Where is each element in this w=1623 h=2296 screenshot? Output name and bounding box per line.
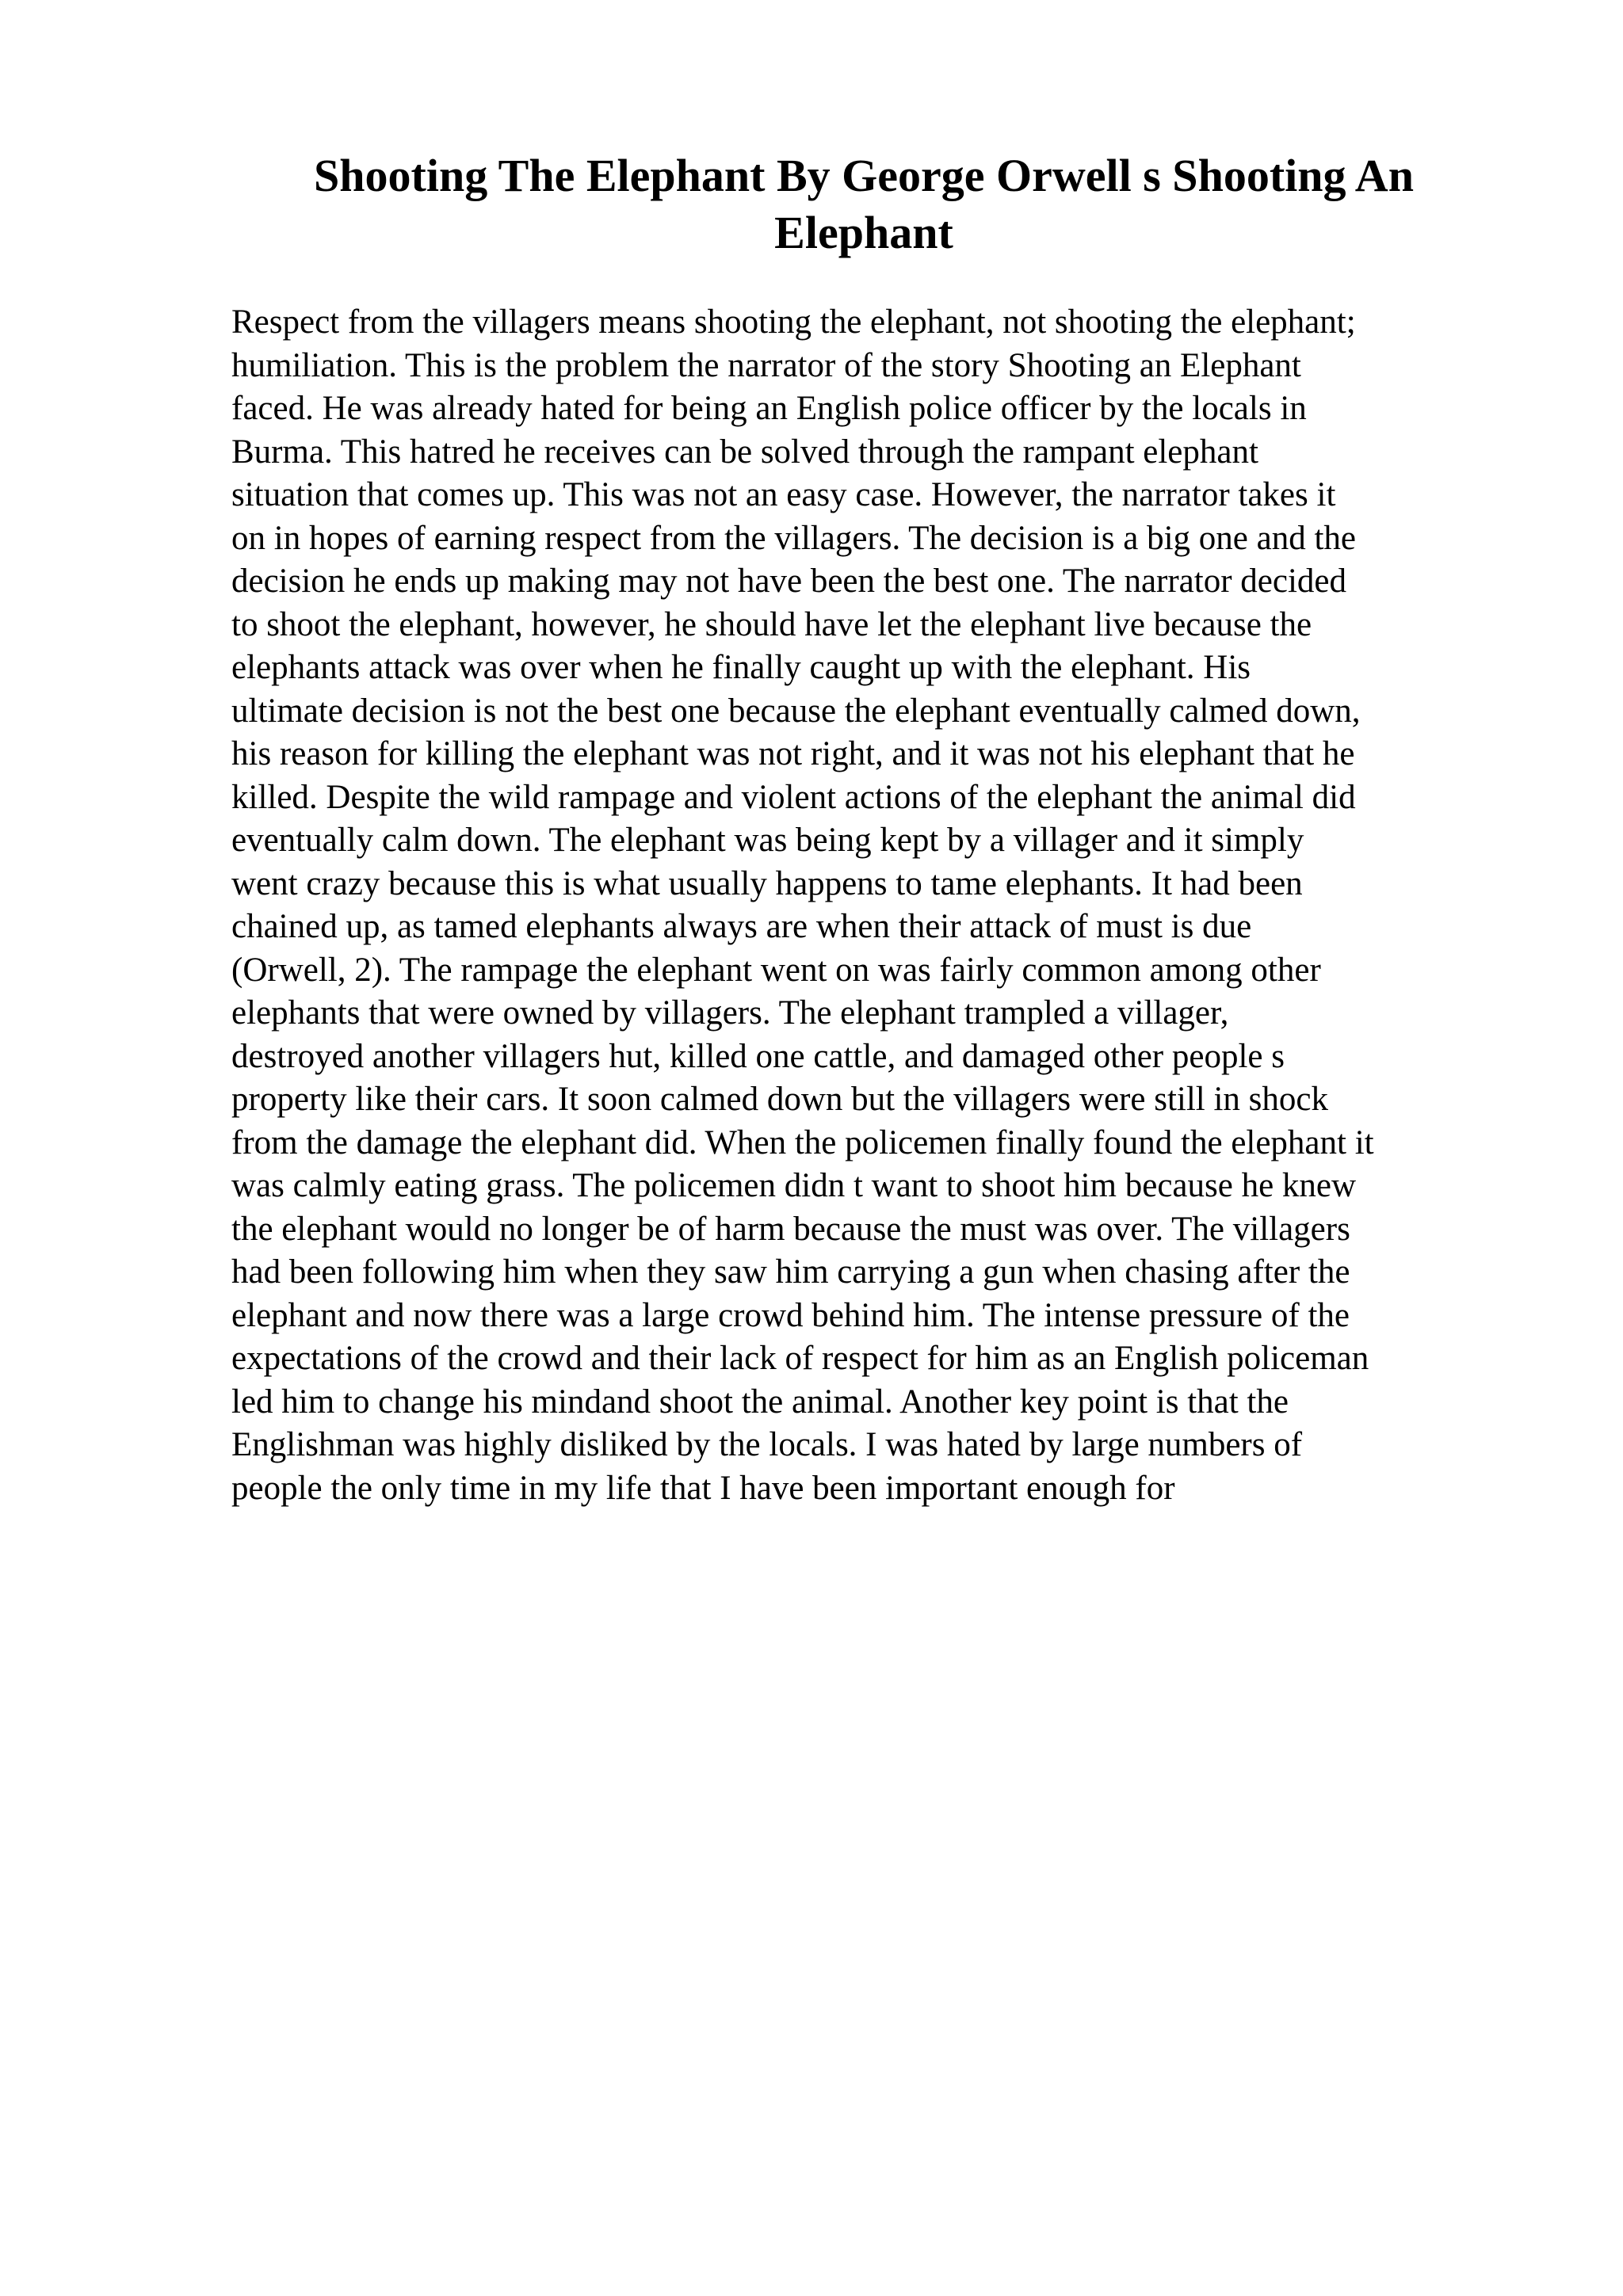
body-line: killed. Despite the wild rampage and violent actions of the elephant the animal did bbox=[231, 778, 1356, 816]
body-line: (Orwell, 2). The rampage the elephant went on was fairly common among other bbox=[231, 951, 1321, 989]
body-line: went crazy because this is what usually happens to tame elephants. It had been bbox=[231, 864, 1303, 902]
body-line: his reason for killing the elephant was not right, and it was not his elephant that he bbox=[231, 735, 1355, 772]
body-line: eventually calm down. The elephant was being kept by a villager and it simply bbox=[231, 822, 1304, 859]
body-line: Respect from the villagers means shooting the elephant, not shooting the elephant; bbox=[231, 303, 1356, 341]
body-line: chained up, as tamed elephants always are when their attack of must is due bbox=[231, 908, 1252, 945]
body-line: expectations of the crowd and their lack of respect for him as an English policeman bbox=[231, 1340, 1369, 1377]
body-line: was calmly eating grass. The policemen didn t want to shoot him because he knew bbox=[231, 1167, 1357, 1204]
body-line: Englishman was highly disliked by the locals. I was hated by large numbers of bbox=[231, 1426, 1303, 1463]
body-line: situation that comes up. This was not an easy case. However, the narrator takes it bbox=[231, 476, 1336, 513]
body-line: faced. He was already hated for being an English police officer by the locals in bbox=[231, 390, 1307, 427]
body-line: elephants that were owned by villagers. The elephant trampled a villager, bbox=[231, 994, 1229, 1032]
body-line: humiliation. This is the problem the narrator of the story Shooting an Elephant bbox=[231, 346, 1301, 384]
body-line: destroyed another villagers hut, killed one cattle, and damaged other people s bbox=[231, 1037, 1285, 1075]
body-line: the elephant would no longer be of harm because the must was over. The villagers bbox=[231, 1210, 1350, 1248]
body-line: elephant and now there was a large crowd behind him. The intense pressure of the bbox=[231, 1296, 1350, 1334]
body-line: to shoot the elephant, however, he should have let the elephant live because the bbox=[231, 605, 1312, 643]
body-line: property like their cars. It soon calmed down but the villagers were still in shock bbox=[231, 1081, 1328, 1118]
body-line: elephants attack was over when he finally caught up with the elephant. His bbox=[231, 649, 1251, 686]
title-line: Elephant bbox=[774, 207, 953, 258]
title-line: Shooting The Elephant By George Orwell s Shooting An bbox=[314, 150, 1414, 201]
body-paragraph bbox=[231, 301, 1491, 1510]
body-line: from the damage the elephant did. When the policemen finally found the elephant it bbox=[231, 1123, 1374, 1161]
body-line: led him to change his mindand shoot the animal. Another key point is that the bbox=[231, 1383, 1289, 1421]
body-line: had been following him when they saw him carrying a gun when chasing after the bbox=[231, 1253, 1350, 1291]
body-line: people the only time in my life that I have been important enough for bbox=[231, 1469, 1175, 1507]
body-line: on in hopes of earning respect from the villagers. The decision is a big one and the bbox=[231, 519, 1356, 557]
body-line: ultimate decision is not the best one because the elephant eventually calmed down, bbox=[231, 692, 1361, 730]
document-title bbox=[269, 147, 1458, 261]
body-line: decision he ends up making may not have been the best one. The narrator decided bbox=[231, 563, 1346, 600]
body-line: Burma. This hatred he receives can be solved through the rampant elephant bbox=[231, 433, 1258, 471]
